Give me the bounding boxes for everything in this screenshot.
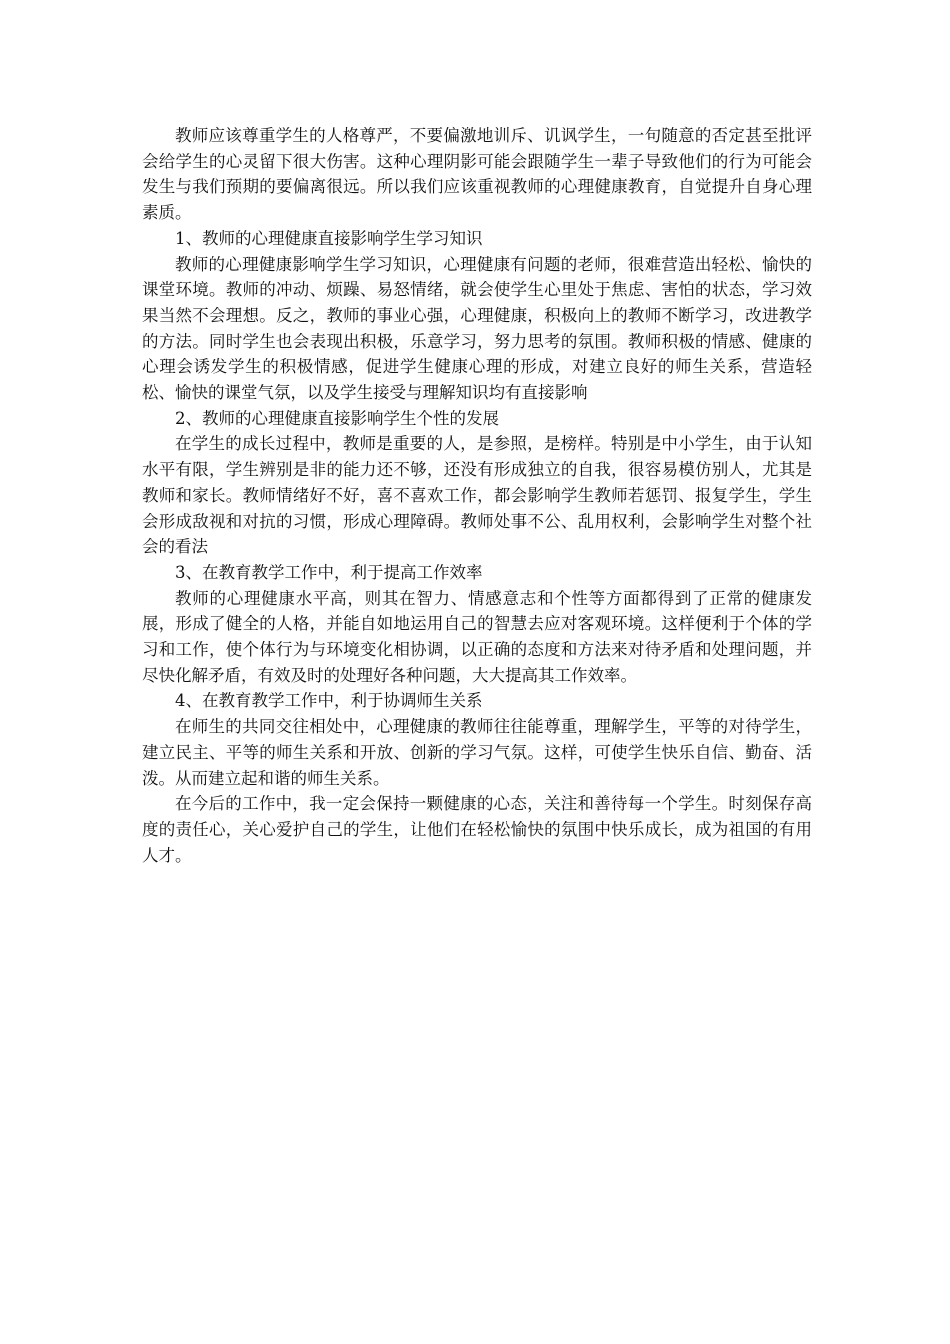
paragraph-section-1: 教师的心理健康影响学生学习知识，心理健康有问题的老师，很难营造出轻松、愉快的课堂环境。教师的冲动、烦躁、易怒情绪，就会使学生心里处于焦虑、害怕的状态，学习效果当然不会理想。反之，教师的事业心强，心理健康，积极向上的教师不断学习，改进教学的方法。同时学生也会表现出积极，乐意学习，努力思考的氛围。教师积极的情感、健康的心理会诱发学生的积极情感，促进学生健康心理的形成，对建立良好的师生关系，营造轻松、愉快的课堂气氛，以及学生接受与理解知识均有直接影响	[142, 254, 812, 403]
section-heading-3: 3、在教育教学工作中，利于提高工作效率	[175, 562, 483, 582]
paragraph-section-4: 在师生的共同交往相处中，心理健康的教师往往能尊重，理解学生，平等的对待学生，建立民主、平等的师生关系和开放、创新的学习气氛。这样，可使学生快乐自信、勤奋、活泼。从而建立起和谐的师生关系。	[142, 717, 812, 788]
section-heading-2: 2、教师的心理健康直接影响学生个性的发展	[175, 408, 499, 428]
paragraph-conclusion: 在今后的工作中，我一定会保持一颗健康的心态，关注和善待每一个学生。时刻保存高度的责任心，关心爱护自己的学生，让他们在轻松愉快的氛围中快乐成长，成为祖国的有用人才。	[142, 794, 812, 865]
section-heading-1: 1、教师的心理健康直接影响学生学习知识	[175, 228, 483, 248]
document-body	[142, 123, 812, 868]
section-heading-4: 4、在教育教学工作中，利于协调师生关系	[175, 691, 483, 711]
paragraph-section-3: 教师的心理健康水平高，则其在智力、情感意志和个性等方面都得到了正常的健康发展，形成了健全的人格，并能自如地运用自己的智慧去应对客观环境。这样便利于个体的学习和工作，使个体行为与环境变化相协调，以正确的态度和方法来对待矛盾和处理问题，并尽快化解矛盾，有效及时的处理好各种问题，大大提高其工作效率。	[142, 588, 812, 685]
paragraph-intro: 教师应该尊重学生的人格尊严，不要偏激地训斥、讥讽学生，一句随意的否定甚至批评会给学生的心灵留下很大伤害。这种心理阴影可能会跟随学生一辈子导致他们的行为可能会发生与我们预期的要偏离很远。所以我们应该重视教师的心理健康教育，自觉提升自身心理素质。	[142, 126, 812, 223]
paragraph-section-2: 在学生的成长过程中，教师是重要的人，是参照，是榜样。特别是中小学生，由于认知水平有限，学生辨别是非的能力还不够，还没有形成独立的自我，很容易模仿别人，尤其是教师和家长。教师情绪好不好，喜不喜欢工作，都会影响学生教师若惩罚、报复学生，学生会形成敌视和对抗的习惯，形成心理障碍。教师处事不公、乱用权利，会影响学生对整个社会的看法	[142, 434, 812, 557]
